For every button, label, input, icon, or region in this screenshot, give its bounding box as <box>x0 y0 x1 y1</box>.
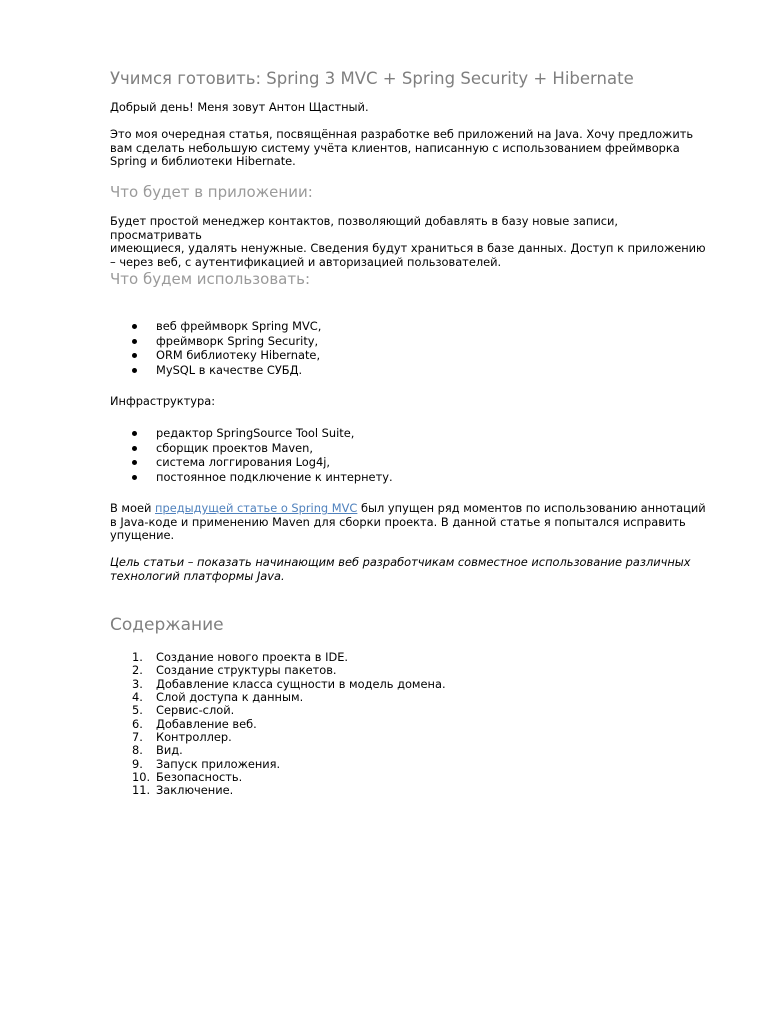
list-item <box>110 363 321 378</box>
previous-line <box>110 502 710 516</box>
list-item <box>110 455 393 470</box>
bullet-icon <box>132 368 137 373</box>
list-item-text: сборщик проектов Maven, <box>156 440 313 455</box>
tech-list <box>110 319 321 378</box>
list-item-text: ORM библиотеку Hibernate, <box>156 348 321 363</box>
page-title: Учимся готовить: Spring 3 MVC + Spring Security + Hibernate <box>110 69 634 88</box>
toc-text: Контроллер. <box>156 730 232 745</box>
goal-paragraph <box>110 556 710 583</box>
list-item <box>110 319 321 334</box>
list-item-text: постоянное подключение к интернету. <box>156 470 393 485</box>
previous-text-before: В моей <box>110 501 156 515</box>
bullet-icon <box>132 353 137 358</box>
app-line: имеющиеся, удалять ненужные. Сведения будут храниться в базе данных. Доступ к приложению <box>110 241 706 255</box>
toc-number: 3. <box>132 676 143 691</box>
bullet-icon <box>132 475 137 480</box>
section-heading-app: Что будет в приложении: <box>110 183 313 201</box>
list-item-text: MySQL в качестве СУБД. <box>156 363 303 378</box>
intro-line: Это моя очередная статья, посвящённая разработке веб приложений на Java. Хочу предложить <box>110 127 694 141</box>
bullet-icon <box>132 460 137 465</box>
toc-text: Создание нового проекта в IDE. <box>156 650 349 664</box>
toc-text: Добавление веб. <box>156 716 257 731</box>
greeting-text: Добрый день! Меня зовут Антон Щастный. <box>110 100 369 114</box>
bullet-icon <box>132 446 137 451</box>
list-item-text: редактор SpringSource Tool Suite, <box>156 426 355 440</box>
toc-text: Вид. <box>156 743 183 758</box>
previous-article-paragraph <box>110 502 710 543</box>
toc-number: 8. <box>132 743 143 758</box>
infrastructure-label: Инфраструктура: <box>110 394 216 408</box>
toc-text: Заключение. <box>156 783 234 798</box>
app-paragraph <box>110 215 710 269</box>
previous-line: упущение. <box>110 528 175 542</box>
app-line: Будет простой менеджер контактов, позволяющий добавлять в базу новые записи, просматривать <box>110 214 619 242</box>
list-item <box>110 470 393 485</box>
toc-number: 9. <box>132 756 143 771</box>
list-item-text: система логгирования Log4j, <box>156 455 330 470</box>
toc-number: 2. <box>132 663 143 678</box>
toc-number: 6. <box>132 716 143 731</box>
contents-heading: Содержание <box>110 615 224 635</box>
section-heading-use: Что будем использовать: <box>110 270 311 288</box>
goal-line: Цель статьи – показать начинающим веб разработчикам совместное использование различных <box>110 555 691 569</box>
toc-text: Безопасность. <box>156 770 243 785</box>
toc-number: 1. <box>132 650 143 664</box>
toc-text: Сервис-слой. <box>156 703 235 718</box>
previous-article-link[interactable]: предыдущей статье о Spring MVC <box>155 501 358 515</box>
previous-text-after: был упущен ряд моментов по использованию аннотаций <box>357 501 706 515</box>
toc-text: Создание структуры пакетов. <box>156 663 337 678</box>
list-item <box>110 426 393 441</box>
intro-line: вам сделать небольшую систему учёта клиентов, написанную с использованием фреймворка <box>110 140 680 155</box>
toc-number: 4. <box>132 690 143 705</box>
toc-number: 5. <box>132 703 143 718</box>
toc-text: Слой доступа к данным. <box>156 690 304 705</box>
intro-line: Spring и библиотеки Hibernate. <box>110 154 296 168</box>
list-item <box>110 348 321 363</box>
intro-paragraph <box>110 128 710 169</box>
goal-line: технологий платформы Java. <box>110 568 285 583</box>
list-item-text: веб фреймворк Spring MVC, <box>156 319 322 333</box>
bullet-icon <box>132 431 137 436</box>
toc-number: 11. <box>132 783 151 798</box>
toc-number: 7. <box>132 730 143 745</box>
bullet-icon <box>132 339 137 344</box>
toc-number: 10. <box>132 770 151 785</box>
toc-text: Запуск приложения. <box>156 756 281 771</box>
bullet-icon <box>132 324 137 329</box>
list-item <box>110 441 393 456</box>
list-item <box>110 334 321 349</box>
app-line: – через веб, с аутентификацией и авторизацией пользователей. <box>110 254 502 269</box>
previous-line: в Java-коде и применению Maven для сборки проекта. В данной статье я попытался исправить <box>110 514 686 529</box>
toc-text: Добавление класса сущности в модель домена. <box>156 676 446 691</box>
list-item-text: фреймворк Spring Security, <box>156 333 319 348</box>
infrastructure-list <box>110 426 393 485</box>
